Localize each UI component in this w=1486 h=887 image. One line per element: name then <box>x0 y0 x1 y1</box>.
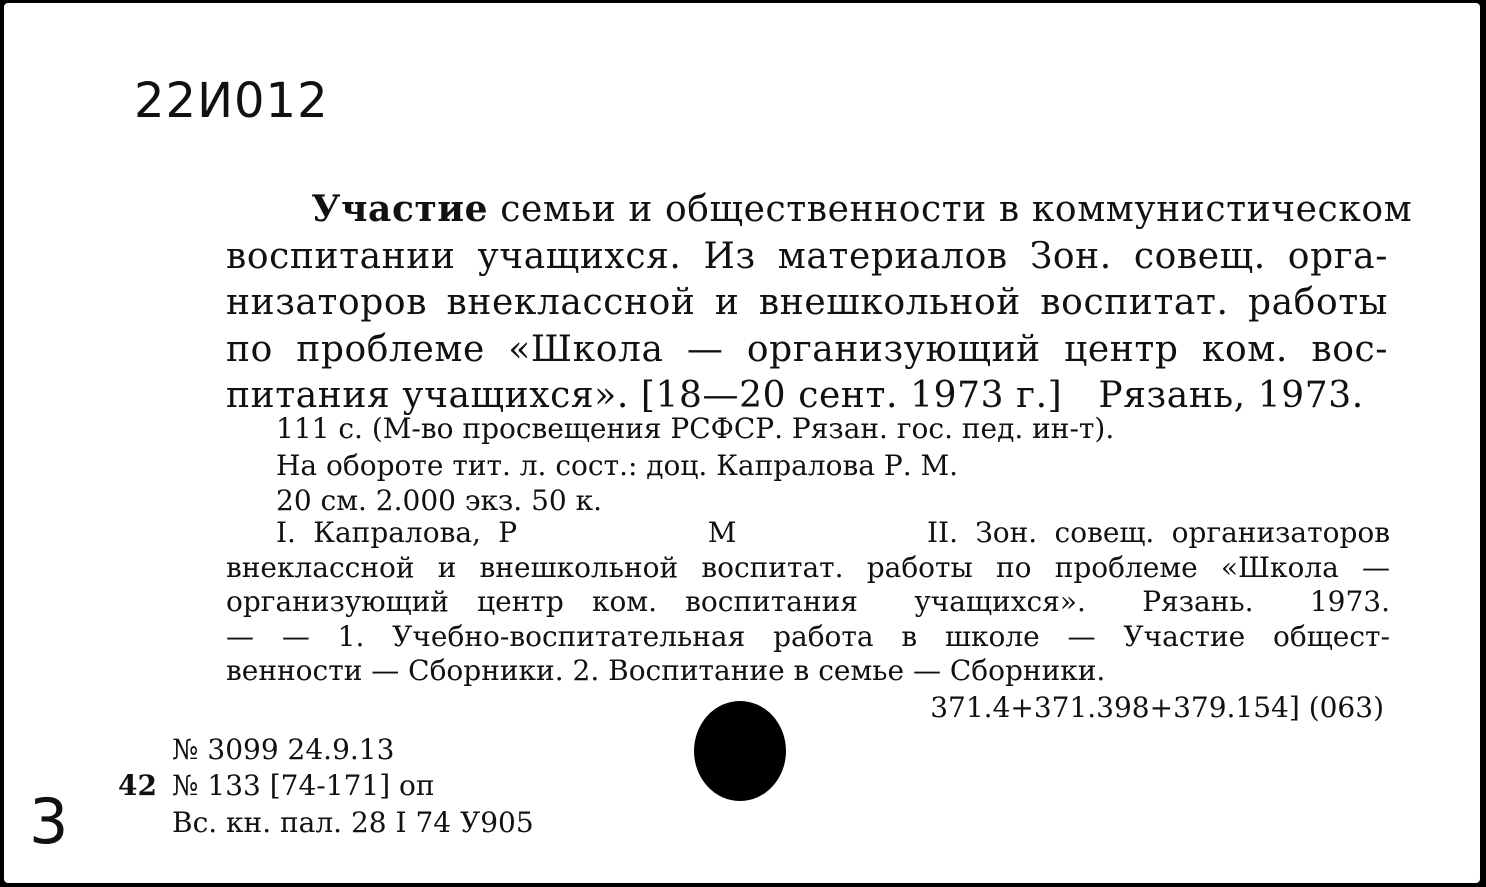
title-line-2: воспитании учащихся. Из материалов Зон. совещ. орга- <box>226 235 1388 277</box>
footer-line-3: Вс. кн. пал. 28 I 74 У905 <box>172 806 534 839</box>
annotation-line-4: — — 1. Учебно-воспитательная работа в школе — Участие общест- <box>226 619 1390 653</box>
punch-hole <box>694 701 786 801</box>
title-lead-word: Участие <box>311 188 489 230</box>
title-line-3: низаторов внеклассной и внешкольной воспитат. работы <box>226 282 1388 323</box>
annotation-block <box>226 516 1390 689</box>
annotation-line-1: I. Капралова, Р М II. Зон. совещ. организаторов <box>276 516 1390 549</box>
title-line-4: по проблеме «Школа — организующий центр ком. вос- <box>226 328 1388 370</box>
catalog-card <box>4 3 1480 883</box>
footer-line-1: № 3099 24.9.13 <box>172 733 395 766</box>
annotation-line-5: венности — Сборники. 2. Воспитание в семье — Сборники. <box>226 654 1106 687</box>
title-line-1-rest: семьи и общественности в коммунистическом <box>488 189 1413 230</box>
annotation-line-2: внеклассной и внешкольной воспитат. работы по проблеме «Школа — <box>226 550 1390 584</box>
annotation-line-3: организующий центр ком. воспитания учащихся». Рязань. 1973. <box>226 585 1390 618</box>
udc-code: 371.4+371.398+379.154] (063) <box>930 691 1384 724</box>
collation-line-3: 20 см. 2.000 экз. 50 к. <box>276 484 603 517</box>
handwritten-number: 22И012 <box>134 73 329 129</box>
collation-line-1: 111 с. (М-во просвещения РСФСР. Рязан. гос. пед. ин-т). <box>276 412 1115 445</box>
corner-mark: 3 <box>29 785 69 858</box>
footer-line-2-prefix: 42 <box>118 769 157 802</box>
title-line-5: питания учащихся». [18—20 сент. 1973 г.] Рязань, 1973. <box>226 375 1364 416</box>
collation-line-2: На обороте тит. л. сост.: доц. Капралова Р. М. <box>276 449 959 482</box>
footer-line-2: № 133 [74-171] оп <box>172 769 435 802</box>
title-line-1 <box>226 186 1413 234</box>
card-title <box>226 186 1413 420</box>
